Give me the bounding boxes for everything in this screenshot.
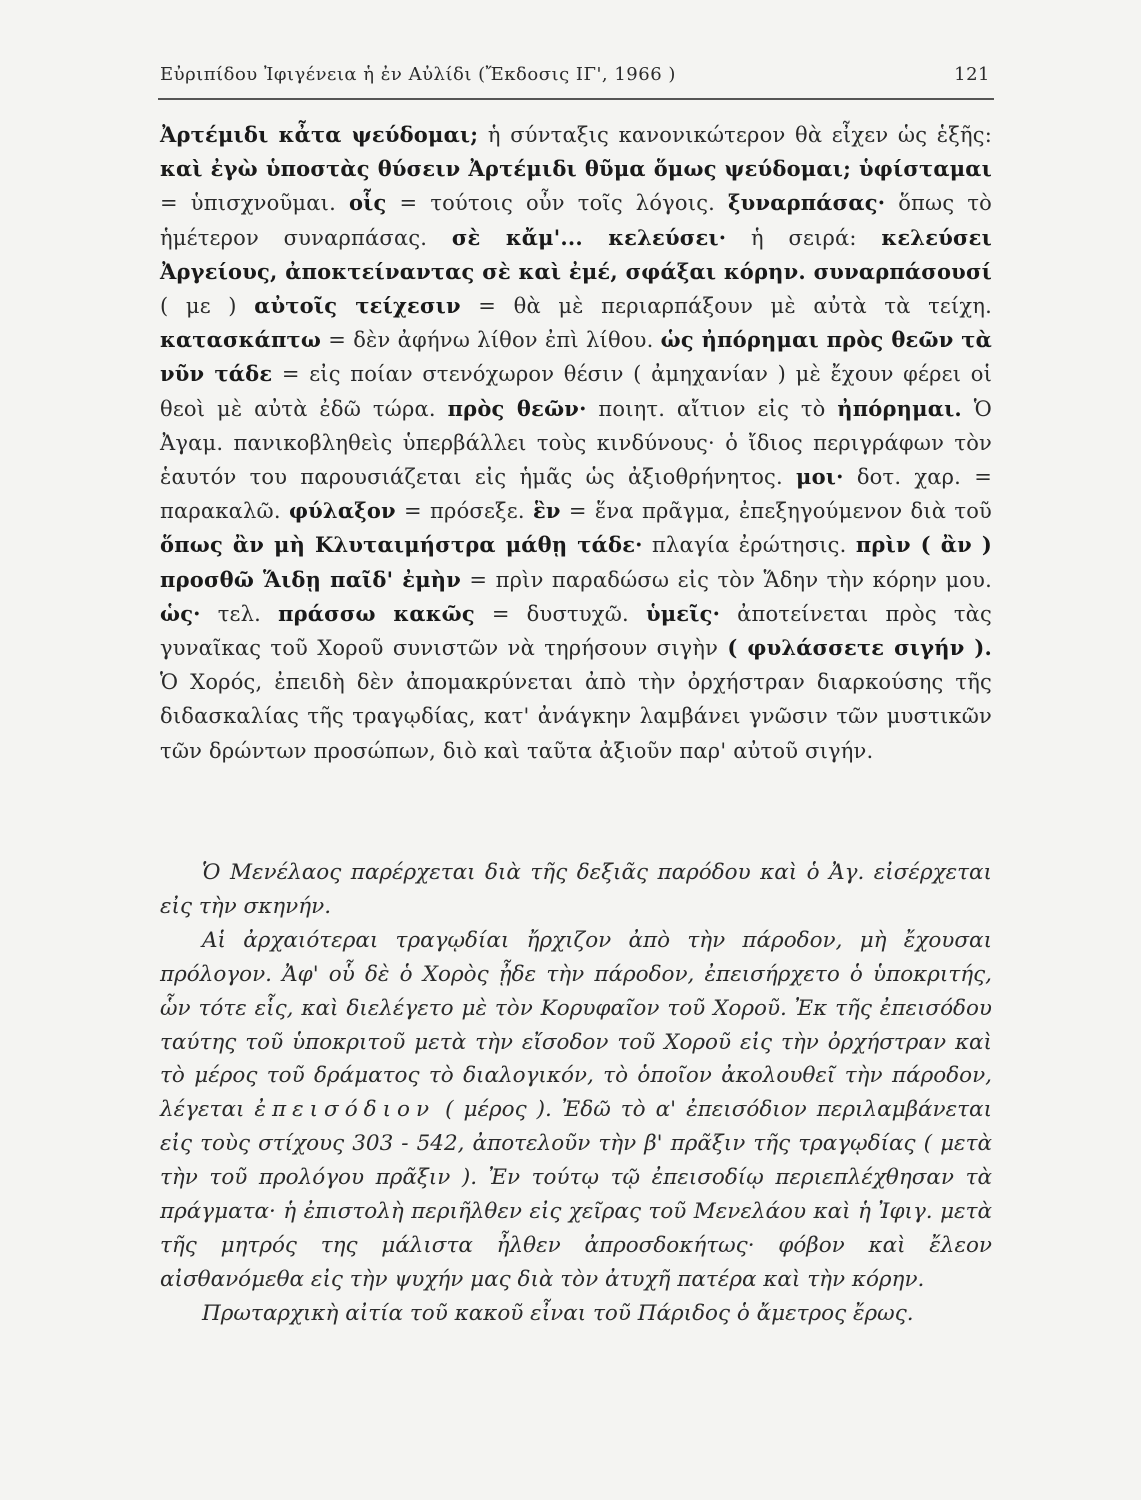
- lemma: μοι·: [796, 464, 844, 490]
- episode-term: ἐπεισόδιον: [254, 1097, 436, 1123]
- stage-direction: Ὁ Μενέλαος παρέρχεται διὰ τῆς δεξιᾶς παρόδου καὶ ὁ Ἀγ. εἰσέρχεται εἰς τὴν σκηνήν.: [160, 860, 992, 919]
- lemma: σὲ κἄμ'... κελεύσει·: [451, 224, 727, 250]
- lemma: ξυναρπάσας·: [728, 190, 886, 216]
- gloss: Ὁ Ἀγαμ. πανικοβληθεὶς ὑπερβάλλει τοὺς κινδύνους· ὁ ἴδιος περιγράφων τὸν ἑαυτόν του παρουσιάζεται εἰς ἡμᾶς ὡς ἀξιοθρήνητος.: [160, 396, 992, 490]
- lemma: ὡς ἠπόρημαι πρὸς θεῶν τὰ νῦν τάδε: [160, 327, 992, 387]
- gloss: = δυστυχῶ.: [474, 601, 646, 626]
- gloss: = πρόσεξε.: [395, 499, 533, 524]
- lemma: κελεύσει Ἀργείους, ἀποκτείναντας σὲ καὶ ἐμέ, σφάξαι κόρην. συναρπάσουσί: [160, 224, 992, 284]
- lemma: πρὸς θεῶν·: [447, 395, 587, 421]
- stage-notes: [160, 856, 992, 1331]
- lemma: ( φυλάσσετε σιγήν ).: [727, 635, 992, 661]
- lemma: ἓν: [532, 498, 561, 524]
- lemma: ἠπόρημαι.: [837, 395, 962, 421]
- lemma: οἷς: [348, 190, 387, 216]
- gloss: ἡ σύνταξις κανονικώτερον θὰ εἶχεν ὡς ἑξῆς:: [478, 123, 992, 147]
- lemma: ὡς·: [160, 600, 201, 626]
- lemma: φύλαξον: [288, 498, 396, 524]
- gloss: = δὲν ἀφήνω λίθον ἐπὶ λίθου.: [321, 328, 661, 353]
- episode-note-text: ( μέρος ). Ἐδῶ τὸ α' ἐπεισόδιον περιλαμβάνεται εἰς τοὺς στίχους 303 - 542, ἀποτελοῦν τὴν β' πρᾶξιν τῆς τραγῳδίας ( μετὰ τὴν τοῦ προλόγου πρᾶξιν ). Ἐν τούτῳ τῷ ἐπεισοδίῳ περιεπλέχθησαν τὰ πράγματα· ἡ ἐπιστολὴ περιῆλθεν εἰς χεῖρας τοῦ Μενελάου καὶ ἡ Ἰφιγ. μετὰ τῆς μητρός της μάλιστα ἦλθεν ἀπροσδοκήτως· φόβον καὶ ἔλεον αἰσθανόμεθα εἰς τὴν ψυχήν μας διὰ τὸν ἀτυχῆ πατέρα καὶ τὴν κόρην.: [160, 1097, 992, 1292]
- gloss: δοτ. χαρ. = παρακαλῶ.: [160, 465, 992, 524]
- gloss: = τούτοις οὖν τοῖς λόγοις.: [386, 191, 729, 216]
- commentary-paragraph: [160, 118, 992, 768]
- gloss: = ὑπισχνοῦμαι.: [160, 191, 349, 216]
- gloss: Ὁ Χορός, ἐπειδὴ δὲν ἀπομακρύνεται ἀπὸ τὴν ὀρχήστραν διαρκούσης τῆς διδασκαλίας τῆς τραγῳδίας, κατ' ἀνάγκην λαμβάνει γνῶσιν τῶν μυστικῶν τῶν δρώντων προσώπων, διὸ καὶ ταῦτα ἀξιοῦν παρ' αὐτοῦ σιγήν.: [160, 670, 992, 763]
- lemma: Ἀρτέμιδι κἆτα ψεύδομαι;: [160, 122, 479, 147]
- gloss: ( με ): [160, 294, 255, 319]
- gloss: ἀποτείνεται πρὸς τὰς γυναῖκας τοῦ Χοροῦ συνιστῶν νὰ τηρήσουν σιγὴν: [160, 601, 992, 661]
- lemma: κατασκάπτω: [160, 327, 322, 353]
- running-title: Εὐριπίδου Ἰφιγένεια ἡ ἐν Αὐλίδι (Ἔκδοσις ΙΓ', 1966 ): [160, 64, 676, 85]
- page-number: 121: [954, 64, 990, 85]
- lemma: ὑμεῖς·: [645, 600, 721, 626]
- gloss: ποιητ. αἴτιον εἰς τὸ: [586, 396, 838, 421]
- header-rule: [158, 98, 994, 100]
- gloss: ἡ σειρά:: [726, 225, 882, 250]
- gloss: = ἕνα πρᾶγμα, ἐπεξηγούμενον διὰ τοῦ: [560, 499, 992, 524]
- episode-note: [160, 924, 992, 1297]
- gloss: = θὰ μὲ περιαρπάξουν μὲ αὐτὰ τὰ τείχη.: [460, 294, 992, 319]
- lemma: πρὶν ( ἂν ) προσθῶ Ἅιδῃ παῖδ' ἐμὴν: [160, 532, 992, 592]
- gloss: πλαγία ἐρώτησις.: [642, 533, 856, 558]
- lemma: καὶ ἐγὼ ὑποστὰς θύσειν Ἀρτέμιδι θῦμα ὅμως ψεύδομαι; ὑφίσταμαι: [160, 156, 992, 182]
- lemma: αὐτοῖς τείχεσιν: [254, 293, 461, 319]
- gloss: = εἰς ποίαν στενόχωρον θέσιν ( ἀμηχανίαν ) μὲ ἔχουν φέρει οἱ θεοὶ μὲ αὐτὰ ἐδῶ τώρα.: [160, 362, 993, 421]
- lemma: πράσσω κακῶς: [278, 600, 475, 626]
- episode-note-text: Αἱ ἀρχαιότεραι τραγῳδίαι ἤρχιζον ἀπὸ τὴν πάροδον, μὴ ἔχουσαι πρόλογον. Ἀφ' οὗ δὲ ὁ Χορὸς ᾖδε τὴν πάροδον, ἐπεισήρχετο ὁ ὑποκριτής, ὧν τότε εἷς, καὶ διελέγετο μὲ τὸν Κορυφαῖον τοῦ Χοροῦ. Ἐκ τῆς ἐπεισόδου ταύτης τοῦ ὑποκριτοῦ μετὰ τὴν εἴσοδον τοῦ Χοροῦ εἰς τὴν ὀρχήστραν καὶ τὸ μέρος τοῦ δράματος τὸ διαλογικόν, τὸ ὁποῖον ἀκολουθεῖ τὴν πάροδον, λέγεται: [160, 927, 992, 1123]
- lemma: ὅπως ἂν μὴ Κλυταιμήστρα μάθῃ τάδε·: [160, 532, 643, 558]
- cause-note: Πρωταρχικὴ αἰτία τοῦ κακοῦ εἶναι τοῦ Πάριδος ὁ ἄμετρος ἔρως.: [202, 1300, 914, 1326]
- gloss: τελ.: [200, 601, 279, 626]
- gloss: = πρὶν παραδώσω εἰς τὸν Ἅδην τὴν κόρην μου.: [461, 567, 992, 592]
- running-header: [160, 64, 990, 89]
- gloss: ὅπως τὸ ἡμέτερον συναρπάσας.: [160, 191, 992, 250]
